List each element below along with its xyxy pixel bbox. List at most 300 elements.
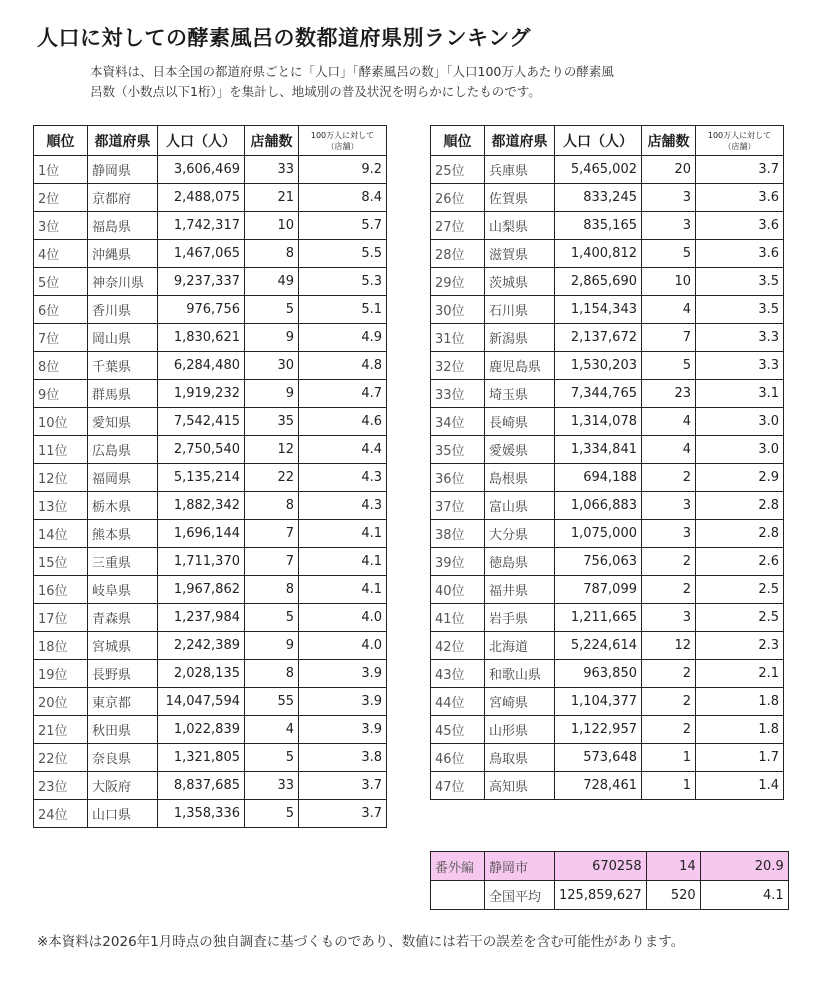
population-cell: 1,919,232: [158, 380, 245, 408]
special-population: 670258: [555, 852, 647, 881]
stores-cell: 30: [245, 352, 299, 380]
rank-cell: 42位: [431, 632, 485, 660]
population-cell: 1,830,621: [158, 324, 245, 352]
per-million-cell: 2.9: [696, 464, 784, 492]
table-row: [34, 296, 387, 324]
prefecture-cell: 広島県: [88, 436, 158, 464]
per-million-cell: 3.5: [696, 296, 784, 324]
stores-cell: 22: [245, 464, 299, 492]
stores-cell: 1: [642, 744, 696, 772]
per-million-cell: 2.3: [696, 632, 784, 660]
table-row: [34, 632, 387, 660]
description-line: 呂数（小数点以下1桁）」を集計し、地域別の普及状況を明らかにしたものです。: [90, 84, 541, 99]
header-rank: 順位: [34, 126, 88, 156]
rank-cell: 19位: [34, 660, 88, 688]
per-million-cell: 3.1: [696, 380, 784, 408]
per-million-cell: 3.9: [299, 688, 387, 716]
prefecture-cell: 埼玉県: [485, 380, 555, 408]
header-per-million-line2: （店舗）: [723, 141, 756, 151]
stores-cell: 10: [642, 268, 696, 296]
prefecture-cell: 岐阜県: [88, 576, 158, 604]
prefecture-cell: 群馬県: [88, 380, 158, 408]
table-row: [431, 716, 784, 744]
per-million-cell: 3.6: [696, 240, 784, 268]
prefecture-cell: 新潟県: [485, 324, 555, 352]
ranking-table-right: [430, 125, 784, 800]
rank-cell: 6位: [34, 296, 88, 324]
rank-cell: 14位: [34, 520, 88, 548]
national-row: [431, 881, 789, 910]
table-row: [34, 800, 387, 828]
per-million-cell: 3.8: [299, 744, 387, 772]
stores-cell: 33: [245, 772, 299, 800]
prefecture-cell: 宮崎県: [485, 688, 555, 716]
prefecture-cell: 鹿児島県: [485, 352, 555, 380]
table-row: [431, 156, 784, 184]
rank-cell: 21位: [34, 716, 88, 744]
per-million-cell: 4.1: [299, 548, 387, 576]
rank-cell: 8位: [34, 352, 88, 380]
special-row: [431, 852, 789, 881]
population-cell: 1,334,841: [555, 436, 642, 464]
national-population: 125,859,627: [555, 881, 647, 910]
table-row: [431, 296, 784, 324]
prefecture-cell: 千葉県: [88, 352, 158, 380]
stores-cell: 7: [245, 548, 299, 576]
header-population: 人口（人）: [555, 126, 642, 156]
per-million-cell: 3.7: [299, 800, 387, 828]
prefecture-cell: 高知県: [485, 772, 555, 800]
prefecture-cell: 静岡県: [88, 156, 158, 184]
per-million-cell: 5.3: [299, 268, 387, 296]
stores-cell: 3: [642, 212, 696, 240]
per-million-cell: 3.6: [696, 212, 784, 240]
population-cell: 5,135,214: [158, 464, 245, 492]
population-cell: 1,022,839: [158, 716, 245, 744]
population-cell: 1,211,665: [555, 604, 642, 632]
table-row: [34, 744, 387, 772]
per-million-cell: 5.7: [299, 212, 387, 240]
header-per-million: [696, 126, 784, 156]
population-cell: 787,099: [555, 576, 642, 604]
stores-cell: 4: [642, 296, 696, 324]
table-row: [431, 408, 784, 436]
table-row: [431, 436, 784, 464]
table-row: [34, 660, 387, 688]
table-row: [431, 660, 784, 688]
stores-cell: 8: [245, 660, 299, 688]
per-million-cell: 4.1: [299, 576, 387, 604]
table-row: [34, 520, 387, 548]
per-million-cell: 1.8: [696, 716, 784, 744]
population-cell: 1,711,370: [158, 548, 245, 576]
table-row: [431, 352, 784, 380]
rank-cell: 39位: [431, 548, 485, 576]
population-cell: 5,465,002: [555, 156, 642, 184]
rank-cell: 12位: [34, 464, 88, 492]
table-row: [431, 464, 784, 492]
table-row: [34, 240, 387, 268]
prefecture-cell: 福井県: [485, 576, 555, 604]
prefecture-cell: 山梨県: [485, 212, 555, 240]
per-million-cell: 1.4: [696, 772, 784, 800]
prefecture-cell: 山口県: [88, 800, 158, 828]
per-million-cell: 4.4: [299, 436, 387, 464]
stores-cell: 10: [245, 212, 299, 240]
table-row: [431, 604, 784, 632]
rank-cell: 4位: [34, 240, 88, 268]
table-row: [34, 604, 387, 632]
stores-cell: 1: [642, 772, 696, 800]
per-million-cell: 3.3: [696, 324, 784, 352]
rank-cell: 15位: [34, 548, 88, 576]
per-million-cell: 2.5: [696, 604, 784, 632]
rank-cell: 38位: [431, 520, 485, 548]
population-cell: 1,742,317: [158, 212, 245, 240]
stores-cell: 20: [642, 156, 696, 184]
rank-cell: 13位: [34, 492, 88, 520]
prefecture-cell: 秋田県: [88, 716, 158, 744]
prefecture-cell: 富山県: [485, 492, 555, 520]
per-million-cell: 4.3: [299, 492, 387, 520]
extra-table: [430, 851, 789, 910]
per-million-cell: 3.7: [299, 772, 387, 800]
population-cell: 1,321,805: [158, 744, 245, 772]
stores-cell: 5: [245, 744, 299, 772]
rank-cell: 22位: [34, 744, 88, 772]
stores-cell: 7: [245, 520, 299, 548]
prefecture-cell: 滋賀県: [485, 240, 555, 268]
header-stores: 店舗数: [642, 126, 696, 156]
population-cell: 2,488,075: [158, 184, 245, 212]
prefecture-cell: 福岡県: [88, 464, 158, 492]
population-cell: 694,188: [555, 464, 642, 492]
table-row: [431, 184, 784, 212]
national-label: [431, 881, 485, 910]
stores-cell: 2: [642, 688, 696, 716]
population-cell: 963,850: [555, 660, 642, 688]
table-row: [34, 408, 387, 436]
population-cell: 2,137,672: [555, 324, 642, 352]
rank-cell: 35位: [431, 436, 485, 464]
stores-cell: 9: [245, 380, 299, 408]
table-row: [431, 240, 784, 268]
population-cell: 5,224,614: [555, 632, 642, 660]
per-million-cell: 4.0: [299, 604, 387, 632]
population-cell: 756,063: [555, 548, 642, 576]
per-million-cell: 8.4: [299, 184, 387, 212]
prefecture-cell: 宮城県: [88, 632, 158, 660]
header-per-million-line1: 100万人に対して: [707, 130, 772, 140]
prefecture-cell: 兵庫県: [485, 156, 555, 184]
rank-cell: 47位: [431, 772, 485, 800]
prefecture-cell: 岩手県: [485, 604, 555, 632]
rank-cell: 31位: [431, 324, 485, 352]
stores-cell: 8: [245, 240, 299, 268]
stores-cell: 5: [642, 352, 696, 380]
national-name: 全国平均: [485, 881, 555, 910]
table-row: [431, 492, 784, 520]
page-title: 人口に対しての酵素風呂の数都道府県別ランキング: [37, 26, 531, 50]
population-cell: 1,104,377: [555, 688, 642, 716]
stores-cell: 9: [245, 632, 299, 660]
population-cell: 1,237,984: [158, 604, 245, 632]
prefecture-cell: 東京都: [88, 688, 158, 716]
population-cell: 1,075,000: [555, 520, 642, 548]
per-million-cell: 4.0: [299, 632, 387, 660]
rank-cell: 1位: [34, 156, 88, 184]
table-row: [34, 324, 387, 352]
stores-cell: 35: [245, 408, 299, 436]
per-million-cell: 2.6: [696, 548, 784, 576]
table-row: [431, 744, 784, 772]
population-cell: 2,750,540: [158, 436, 245, 464]
per-million-cell: 5.5: [299, 240, 387, 268]
rank-cell: 20位: [34, 688, 88, 716]
table-row: [34, 268, 387, 296]
stores-cell: 5: [245, 800, 299, 828]
stores-cell: 3: [642, 520, 696, 548]
stores-cell: 2: [642, 660, 696, 688]
description: [90, 62, 710, 102]
population-cell: 2,242,389: [158, 632, 245, 660]
header-per-million-line2: （店舗）: [326, 141, 359, 151]
rank-cell: 3位: [34, 212, 88, 240]
table-row: [431, 324, 784, 352]
table-row: [34, 380, 387, 408]
population-cell: 7,344,765: [555, 380, 642, 408]
rank-cell: 18位: [34, 632, 88, 660]
footnote: ※本資料は2026年1月時点の独自調査に基づくものであり、数値には若干の誤差を含む可能性があります。: [37, 934, 685, 950]
rank-cell: 24位: [34, 800, 88, 828]
stores-cell: 9: [245, 324, 299, 352]
per-million-cell: 2.1: [696, 660, 784, 688]
header-prefecture: 都道府県: [485, 126, 555, 156]
header-per-million: [299, 126, 387, 156]
stores-cell: 2: [642, 464, 696, 492]
population-cell: 728,461: [555, 772, 642, 800]
prefecture-cell: 愛知県: [88, 408, 158, 436]
population-cell: 6,284,480: [158, 352, 245, 380]
population-cell: 1,154,343: [555, 296, 642, 324]
population-cell: 835,165: [555, 212, 642, 240]
stores-cell: 3: [642, 492, 696, 520]
rank-cell: 2位: [34, 184, 88, 212]
per-million-cell: 4.9: [299, 324, 387, 352]
rank-cell: 9位: [34, 380, 88, 408]
rank-cell: 32位: [431, 352, 485, 380]
population-cell: 1,967,862: [158, 576, 245, 604]
stores-cell: 5: [642, 240, 696, 268]
header-per-million-line1: 100万人に対して: [310, 130, 375, 140]
prefecture-cell: 長崎県: [485, 408, 555, 436]
rank-cell: 34位: [431, 408, 485, 436]
table-row: [431, 380, 784, 408]
per-million-cell: 5.1: [299, 296, 387, 324]
table-row: [431, 576, 784, 604]
per-million-cell: 4.7: [299, 380, 387, 408]
table-row: [431, 632, 784, 660]
stores-cell: 5: [245, 604, 299, 632]
table-row: [34, 576, 387, 604]
prefecture-cell: 和歌山県: [485, 660, 555, 688]
stores-cell: 3: [642, 184, 696, 212]
header-prefecture: 都道府県: [88, 126, 158, 156]
per-million-cell: 4.3: [299, 464, 387, 492]
prefecture-cell: 鳥取県: [485, 744, 555, 772]
header-rank: 順位: [431, 126, 485, 156]
stores-cell: 23: [642, 380, 696, 408]
per-million-cell: 3.6: [696, 184, 784, 212]
rank-cell: 26位: [431, 184, 485, 212]
stores-cell: 2: [642, 716, 696, 744]
population-cell: 833,245: [555, 184, 642, 212]
per-million-cell: 3.3: [696, 352, 784, 380]
prefecture-cell: 奈良県: [88, 744, 158, 772]
prefecture-cell: 京都府: [88, 184, 158, 212]
table-row: [431, 212, 784, 240]
rank-cell: 5位: [34, 268, 88, 296]
table-row: [34, 156, 387, 184]
table-header-row: [34, 126, 387, 156]
table-row: [34, 548, 387, 576]
prefecture-cell: 北海道: [485, 632, 555, 660]
rank-cell: 28位: [431, 240, 485, 268]
stores-cell: 4: [642, 408, 696, 436]
prefecture-cell: 島根県: [485, 464, 555, 492]
stores-cell: 21: [245, 184, 299, 212]
population-cell: 1,400,812: [555, 240, 642, 268]
table-row: [34, 716, 387, 744]
population-cell: 1,696,144: [158, 520, 245, 548]
per-million-cell: 4.8: [299, 352, 387, 380]
population-cell: 1,122,957: [555, 716, 642, 744]
rank-cell: 7位: [34, 324, 88, 352]
population-cell: 2,865,690: [555, 268, 642, 296]
population-cell: 9,237,337: [158, 268, 245, 296]
table-row: [34, 688, 387, 716]
prefecture-cell: 熊本県: [88, 520, 158, 548]
rank-cell: 37位: [431, 492, 485, 520]
population-cell: 1,882,342: [158, 492, 245, 520]
rank-cell: 10位: [34, 408, 88, 436]
stores-cell: 7: [642, 324, 696, 352]
prefecture-cell: 茨城県: [485, 268, 555, 296]
prefecture-cell: 香川県: [88, 296, 158, 324]
special-name: 静岡市: [485, 852, 555, 881]
per-million-cell: 4.1: [299, 520, 387, 548]
stores-cell: 4: [245, 716, 299, 744]
rank-cell: 46位: [431, 744, 485, 772]
per-million-cell: 3.7: [696, 156, 784, 184]
table-row: [34, 352, 387, 380]
special-per-million: 20.9: [700, 852, 788, 881]
population-cell: 1,314,078: [555, 408, 642, 436]
rank-cell: 30位: [431, 296, 485, 324]
prefecture-cell: 三重県: [88, 548, 158, 576]
per-million-cell: 2.8: [696, 520, 784, 548]
population-cell: 8,837,685: [158, 772, 245, 800]
table-row: [431, 688, 784, 716]
ranking-table-left: [33, 125, 387, 828]
prefecture-cell: 佐賀県: [485, 184, 555, 212]
stores-cell: 2: [642, 576, 696, 604]
population-cell: 1,358,336: [158, 800, 245, 828]
rank-cell: 27位: [431, 212, 485, 240]
per-million-cell: 3.9: [299, 660, 387, 688]
population-cell: 976,756: [158, 296, 245, 324]
rank-cell: 11位: [34, 436, 88, 464]
table-row: [431, 772, 784, 800]
per-million-cell: 2.8: [696, 492, 784, 520]
table-row: [431, 548, 784, 576]
per-million-cell: 3.9: [299, 716, 387, 744]
per-million-cell: 9.2: [299, 156, 387, 184]
rank-cell: 23位: [34, 772, 88, 800]
population-cell: 573,648: [555, 744, 642, 772]
prefecture-cell: 徳島県: [485, 548, 555, 576]
table-header-row: [431, 126, 784, 156]
per-million-cell: 1.8: [696, 688, 784, 716]
table-row: [34, 436, 387, 464]
rank-cell: 36位: [431, 464, 485, 492]
per-million-cell: 3.5: [696, 268, 784, 296]
per-million-cell: 3.0: [696, 436, 784, 464]
prefecture-cell: 栃木県: [88, 492, 158, 520]
per-million-cell: 1.7: [696, 744, 784, 772]
rank-cell: 33位: [431, 380, 485, 408]
stores-cell: 12: [642, 632, 696, 660]
description-line: 本資料は、日本全国の都道府県ごとに「人口」「酵素風呂の数」「人口100万人あたりの酵素風: [90, 64, 614, 79]
prefecture-cell: 福島県: [88, 212, 158, 240]
special-stores: 14: [646, 852, 700, 881]
table-row: [34, 212, 387, 240]
stores-cell: 4: [642, 436, 696, 464]
rank-cell: 41位: [431, 604, 485, 632]
table-row: [34, 464, 387, 492]
table-row: [34, 772, 387, 800]
prefecture-cell: 大阪府: [88, 772, 158, 800]
table-row: [34, 184, 387, 212]
table-row: [431, 520, 784, 548]
table-row: [34, 492, 387, 520]
rank-cell: 40位: [431, 576, 485, 604]
rank-cell: 29位: [431, 268, 485, 296]
national-stores: 520: [646, 881, 700, 910]
per-million-cell: 3.0: [696, 408, 784, 436]
population-cell: 14,047,594: [158, 688, 245, 716]
stores-cell: 55: [245, 688, 299, 716]
rank-cell: 43位: [431, 660, 485, 688]
prefecture-cell: 青森県: [88, 604, 158, 632]
rank-cell: 45位: [431, 716, 485, 744]
population-cell: 1,467,065: [158, 240, 245, 268]
prefecture-cell: 長野県: [88, 660, 158, 688]
stores-cell: 8: [245, 576, 299, 604]
per-million-cell: 4.6: [299, 408, 387, 436]
prefecture-cell: 神奈川県: [88, 268, 158, 296]
prefecture-cell: 岡山県: [88, 324, 158, 352]
header-population: 人口（人）: [158, 126, 245, 156]
table-row: [431, 268, 784, 296]
population-cell: 3,606,469: [158, 156, 245, 184]
stores-cell: 49: [245, 268, 299, 296]
population-cell: 1,066,883: [555, 492, 642, 520]
stores-cell: 12: [245, 436, 299, 464]
stores-cell: 3: [642, 604, 696, 632]
population-cell: 2,028,135: [158, 660, 245, 688]
per-million-cell: 2.5: [696, 576, 784, 604]
